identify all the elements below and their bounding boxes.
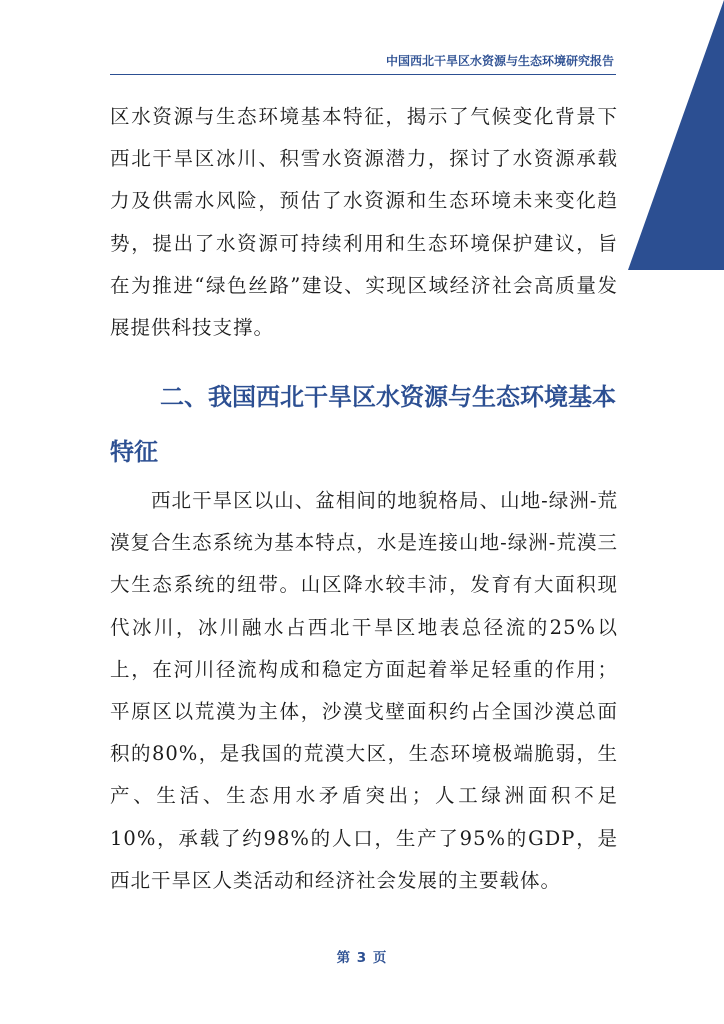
- corner-decoration: [628, 0, 724, 270]
- header-divider: [110, 74, 616, 75]
- page-number: 第 3 页: [336, 950, 388, 966]
- section-heading: 二、我国西北干旱区水资源与生态环境基本特征: [110, 383, 616, 466]
- intro-paragraph: 区水资源与生态环境基本特征，揭示了气候变化背景下西北干旱区冰川、积雪水资源潜力，探讨了水资源承载力及供需水风险，预估了水资源和生态环境未来变化趋势，提出了水资源可持续利用和生态环境保护建议，旨在为推进“绿色丝路”建设、实现区域经济社会高质量发展提供科技支撑。: [110, 105, 618, 340]
- body-paragraph: 西北干旱区以山、盆相间的地貌格局、山地-绿洲-荒漠复合生态系统为基本特点，水是连接山地-绿洲-荒漠三大生态系统的纽带。山区降水较丰沛，发育有大面积现代冰川，冰川融水占西北干旱区地表总径流的25%以上，在河川径流构成和稳定方面起着举足轻重的作用；平原区以荒漠为主体，沙漠戈壁面积约占全国沙漠总面积的80%，是我国的荒漠大区，生态环境极端脆弱，生产、生活、生态用水矛盾突出；人工绿洲面积不足10%，承载了约98%的人口，生产了95%的GDP，是西北干旱区人类活动和经济社会发展的主要载体。: [110, 489, 618, 892]
- running-header-title: 中国西北干旱区水资源与生态环境研究报告: [385, 54, 614, 68]
